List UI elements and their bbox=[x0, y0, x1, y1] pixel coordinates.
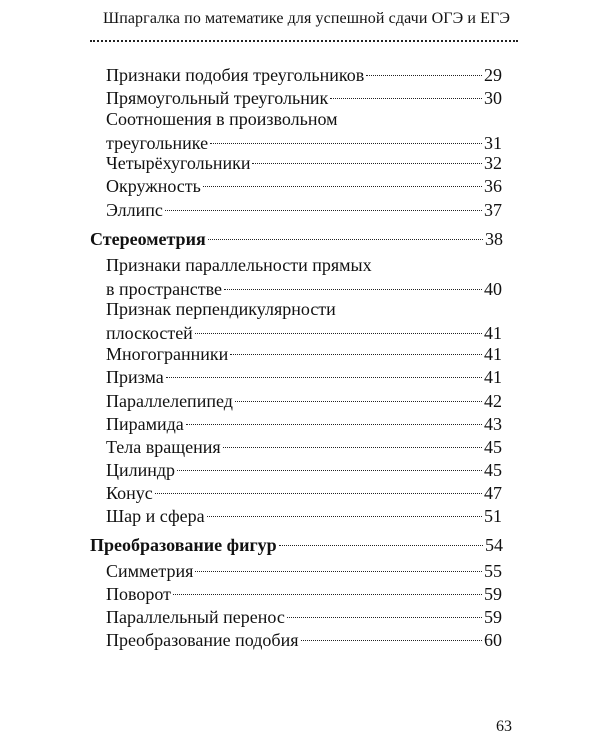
toc-entry bbox=[106, 559, 502, 583]
toc-entry-line bbox=[106, 63, 502, 87]
toc-page-number: 31 bbox=[484, 133, 502, 153]
toc-entry bbox=[106, 481, 502, 505]
toc-entry-title: Многогранники bbox=[106, 344, 229, 364]
toc-page-number: 59 bbox=[484, 584, 502, 604]
toc-page-number: 55 bbox=[484, 561, 502, 581]
toc-entry-title: Цилиндр bbox=[106, 460, 176, 480]
toc-entry-title: Параллельный перенос bbox=[106, 607, 285, 627]
toc-entry-line bbox=[106, 458, 502, 482]
dot-leader bbox=[223, 447, 482, 448]
toc-entry-line bbox=[106, 628, 502, 652]
dot-leader bbox=[186, 424, 482, 425]
dot-leader bbox=[230, 354, 482, 355]
toc-entry-line bbox=[106, 605, 502, 629]
toc-page-number: 41 bbox=[484, 344, 502, 364]
toc-entry-title: Преобразование фигур bbox=[90, 535, 277, 555]
toc-entry-title: Тела вращения bbox=[106, 437, 221, 457]
toc-entry-title: Признаки параллельности прямых bbox=[106, 255, 372, 275]
dot-leader bbox=[252, 163, 482, 164]
toc-entry-title: Признак перпендикулярности bbox=[106, 299, 336, 319]
toc-entry-line bbox=[106, 412, 502, 436]
dot-leader bbox=[330, 98, 482, 99]
toc-entry-line bbox=[106, 365, 502, 389]
dot-leader bbox=[195, 333, 482, 334]
toc-page-number: 30 bbox=[484, 88, 502, 108]
dot-leader bbox=[155, 493, 482, 494]
dot-leader bbox=[287, 617, 482, 618]
toc-entry-line bbox=[90, 533, 503, 557]
toc-page-number: 60 bbox=[484, 630, 502, 650]
toc-entry-line bbox=[106, 297, 502, 321]
toc-entry-line bbox=[106, 198, 502, 222]
toc-entry bbox=[106, 504, 502, 528]
toc-page-number: 45 bbox=[484, 437, 502, 457]
toc-page-number: 32 bbox=[484, 153, 502, 173]
dot-leader bbox=[203, 186, 482, 187]
toc-page-number: 54 bbox=[485, 535, 503, 555]
toc-entry bbox=[106, 365, 502, 389]
toc-page-number: 36 bbox=[484, 176, 502, 196]
toc-entry-line bbox=[106, 342, 502, 366]
toc-entry-title: Симметрия bbox=[106, 561, 194, 581]
toc-page-number: 59 bbox=[484, 607, 502, 627]
toc-page-number: 40 bbox=[484, 279, 502, 299]
toc-entry-line bbox=[106, 389, 502, 413]
toc-entry bbox=[106, 389, 502, 413]
toc-page-number: 43 bbox=[484, 414, 502, 434]
dot-leader bbox=[208, 239, 483, 240]
toc-entry bbox=[106, 63, 502, 87]
toc-entry-line bbox=[106, 435, 502, 459]
toc-page-number: 42 bbox=[484, 391, 502, 411]
dot-leader bbox=[177, 470, 482, 471]
toc-page-number: 51 bbox=[484, 506, 502, 526]
dot-leader bbox=[235, 401, 482, 402]
toc-entry-line bbox=[106, 174, 502, 198]
header-dotted-rule bbox=[90, 40, 518, 42]
dot-leader bbox=[166, 377, 482, 378]
dot-leader bbox=[195, 571, 482, 572]
toc-page-number: 37 bbox=[484, 200, 502, 220]
toc-entry-title: в пространстве bbox=[106, 279, 223, 299]
toc-entry-title: Конус bbox=[106, 483, 153, 503]
toc-entry-title: Признаки подобия треугольников bbox=[106, 65, 365, 85]
toc-page-number: 38 bbox=[485, 229, 503, 249]
toc-entry-line bbox=[106, 504, 502, 528]
toc-section-entry bbox=[90, 227, 503, 251]
toc-entry bbox=[106, 107, 502, 155]
toc-entry bbox=[106, 297, 502, 345]
toc-entry-line bbox=[106, 559, 502, 583]
toc-entry-title: Призма bbox=[106, 367, 164, 387]
toc-page-number: 47 bbox=[484, 483, 502, 503]
toc-entry-title: Окружность bbox=[106, 176, 201, 196]
toc-entry-title: Четырёхугольники bbox=[106, 153, 251, 173]
toc-section-entry bbox=[90, 533, 503, 557]
toc-entry bbox=[106, 605, 502, 629]
toc-entry bbox=[106, 151, 502, 175]
toc-entry-title: Эллипс bbox=[106, 200, 163, 220]
toc-entry-line bbox=[106, 151, 502, 175]
toc-entry-line bbox=[106, 582, 502, 606]
toc-page-number: 29 bbox=[484, 65, 502, 85]
toc-page-number: 41 bbox=[484, 367, 502, 387]
toc-entry-title: Прямоугольный треугольник bbox=[106, 88, 329, 108]
toc-entry bbox=[106, 412, 502, 436]
toc-entry bbox=[106, 174, 502, 198]
toc-entry-title: Шар и сфера bbox=[106, 506, 205, 526]
toc-page-number: 45 bbox=[484, 460, 502, 480]
toc-entry-title: Соотношения в произвольном bbox=[106, 109, 338, 129]
dot-leader bbox=[173, 594, 482, 595]
toc-entry bbox=[106, 435, 502, 459]
toc-entry-line bbox=[106, 253, 502, 277]
toc-entry bbox=[106, 582, 502, 606]
toc-page-number: 41 bbox=[484, 323, 502, 343]
dot-leader bbox=[224, 289, 482, 290]
page-number: 63 bbox=[496, 718, 512, 735]
toc-entry-title: Параллелепипед bbox=[106, 391, 233, 411]
toc-entry bbox=[106, 342, 502, 366]
toc-entry bbox=[106, 628, 502, 652]
running-header: Шпаргалка по математике для успешной сдачи ОГЭ и ЕГЭ bbox=[102, 10, 510, 27]
toc-entry-line bbox=[90, 227, 503, 251]
dot-leader bbox=[366, 75, 482, 76]
toc-entry-title: Стереометрия bbox=[90, 229, 206, 249]
toc-entry-title: Поворот bbox=[106, 584, 172, 604]
dot-leader bbox=[165, 210, 482, 211]
toc-entry bbox=[106, 198, 502, 222]
dot-leader bbox=[279, 545, 483, 546]
toc-entry bbox=[106, 458, 502, 482]
toc-entry-title: треугольнике bbox=[106, 133, 209, 153]
toc-entry-title: Пирамида bbox=[106, 414, 184, 434]
dot-leader bbox=[207, 516, 482, 517]
toc-entry-title: Преобразование подобия bbox=[106, 630, 299, 650]
toc-entry-title: плоскостей bbox=[106, 323, 193, 343]
dot-leader bbox=[301, 640, 483, 641]
toc-entry bbox=[106, 253, 502, 301]
toc-entry-line bbox=[106, 481, 502, 505]
toc-entry-line bbox=[106, 107, 502, 131]
dot-leader bbox=[210, 143, 482, 144]
